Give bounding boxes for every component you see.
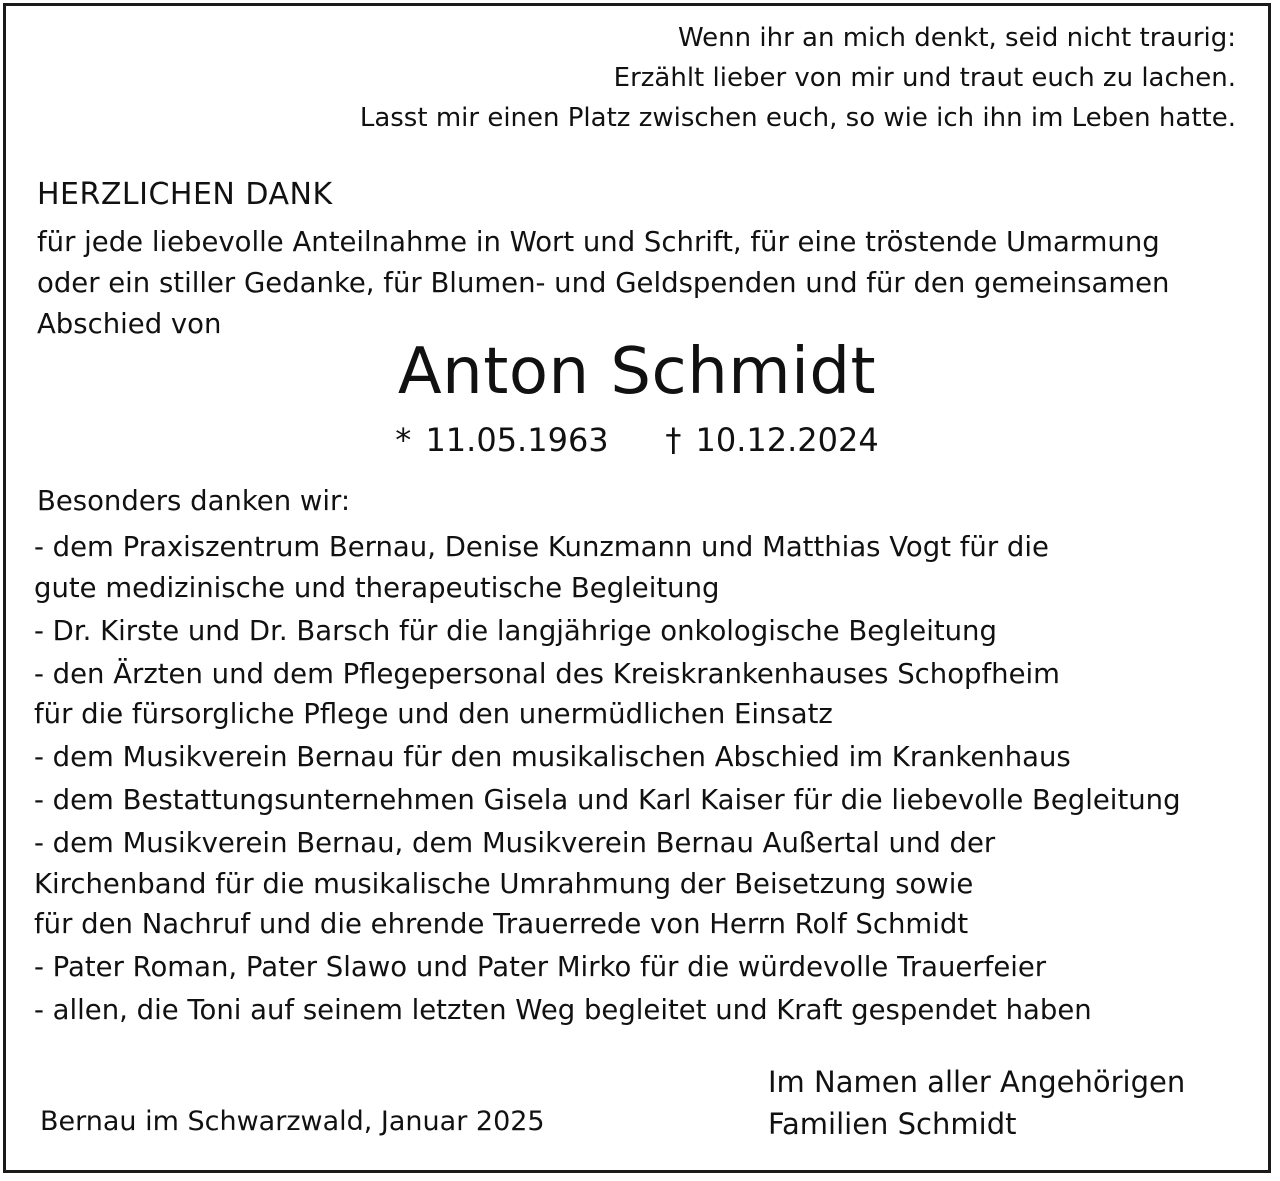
deceased-name: Anton Schmidt: [397, 335, 877, 409]
poem-line: Erzählt lieber von mir und traut euch zu lachen.: [613, 63, 1236, 93]
list-item: [34, 823, 1181, 945]
list-item-line: - dem Musikverein Bernau, dem Musikverein Bernau Außertal und der: [34, 827, 996, 859]
poem-quote: [360, 18, 1236, 138]
list-item-line: Kirchenband für die musikalische Umrahmung der Beisetzung sowie: [34, 867, 974, 900]
list-item-line: - allen, die Toni auf seinem letzten Weg begleitet und Kraft gespendet haben: [34, 994, 1092, 1026]
list-item-line: für den Nachruf und die ehrende Trauerrede von Herrn Rolf Schmidt: [34, 908, 969, 940]
intro-text: [37, 222, 1169, 345]
list-item: [34, 527, 1181, 608]
list-item-line: - dem Musikverein Bernau für den musikalischen Abschied im Krankenhaus: [34, 741, 1071, 773]
list-item-line: - den Ärzten und dem Pflegepersonal des Kreiskrankenhauses Schopfheim: [34, 657, 1060, 690]
list-item-line: - dem Bestattungsunternehmen Gisela und Karl Kaiser für die liebevolle Begleitung: [34, 784, 1181, 816]
list-item: [34, 654, 1181, 735]
signoff: [768, 1061, 1185, 1145]
list-item: [34, 990, 1181, 1031]
list-item-line: für die fürsorgliche Pflege und den unermüdlichen Einsatz: [34, 698, 833, 730]
life-dates: [0, 418, 1274, 462]
place-and-date: Bernau im Schwarzwald, Januar 2025: [40, 1106, 545, 1137]
list-item-line: gute medizinische und therapeutische Begleitung: [34, 571, 720, 604]
special-thanks-heading: Besonders danken wir:: [37, 485, 351, 517]
list-item-line: - Pater Roman, Pater Slawo und Pater Mirko für die würdevolle Trauerfeier: [34, 951, 1047, 983]
intro-line: für jede liebevolle Anteilnahme in Wort und Schrift, für eine tröstende Umarmung: [37, 226, 1160, 258]
list-item: [34, 947, 1181, 988]
signoff-line: Im Namen aller Angehörigen: [768, 1065, 1186, 1099]
thanks-title: HERZLICHEN DANK: [37, 177, 333, 212]
poem-line: Lasst mir einen Platz zwischen euch, so wie ich ihn im Leben hatte.: [359, 103, 1236, 133]
list-item-line: - Dr. Kirste und Dr. Barsch für die langjährige onkologische Begleitung: [34, 614, 997, 647]
birth-date: * 11.05.1963: [395, 421, 609, 459]
list-item: [34, 780, 1181, 821]
list-item-line: - dem Praxiszentrum Bernau, Denise Kunzmann und Matthias Vogt für die: [34, 531, 1049, 563]
intro-line: oder ein stiller Gedanke, für Blumen- und Geldspenden und für den gemeinsamen: [37, 267, 1170, 299]
intro-line: Abschied von: [37, 308, 222, 340]
family-name: Familien Schmidt: [768, 1107, 1017, 1141]
death-date: † 10.12.2024: [665, 421, 879, 459]
special-thanks-list: [34, 527, 1181, 1033]
poem-line: Wenn ihr an mich denkt, seid nicht traurig:: [677, 23, 1236, 53]
list-item: [34, 611, 1181, 652]
list-item: [34, 737, 1181, 778]
